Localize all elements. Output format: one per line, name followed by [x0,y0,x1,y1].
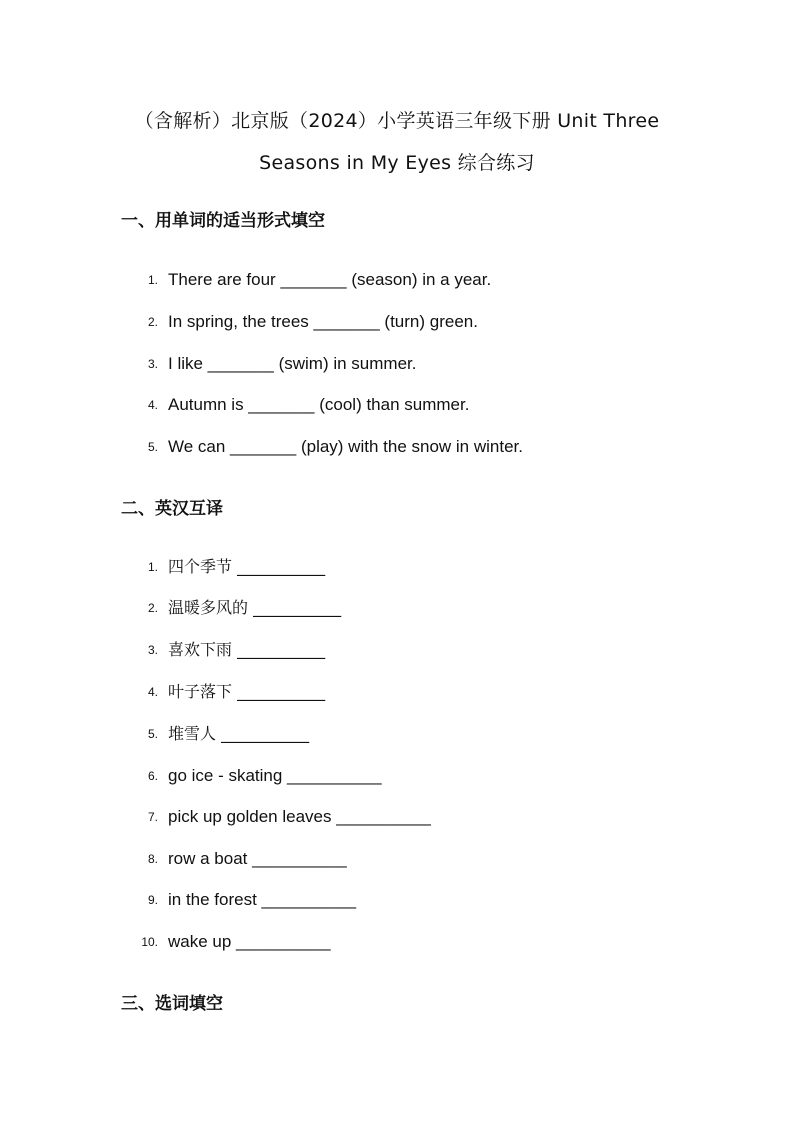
question-number: 5. [147,440,158,454]
question-text: Autumn is _______ (cool) than summer. [168,395,470,414]
question-text: pick up golden leaves __________ [168,807,431,826]
question-number: 10. [141,935,158,949]
question-number: 2. [147,601,158,615]
question-number: 4. [147,398,158,412]
question-number: 2. [147,315,158,329]
question-number: 1. [147,273,158,287]
question-number: 4. [147,685,158,699]
question-number: 1. [147,560,158,574]
section-heading-translation: 二、英汉互译 [121,499,223,519]
question-number: 3. [147,357,158,371]
question-text: 喜欢下雨 ___________ [168,640,326,659]
question-number: 8. [147,852,158,866]
question-text: 四个季节 ___________ [168,557,326,576]
question-number: 7. [147,810,158,824]
question-text: 叶子落下 ___________ [168,682,326,701]
question-number: 9. [147,893,158,907]
question-number: 5. [147,727,158,741]
question-text: In spring, the trees _______ (turn) green. [168,312,478,331]
question-text: I like _______ (swim) in summer. [168,354,417,373]
question-text: We can _______ (play) with the snow in winter. [168,437,523,456]
question-text: row a boat __________ [168,849,347,868]
question-number: 3. [147,643,158,657]
question-text: 堆雪人 ___________ [168,724,310,743]
question-text: There are four _______ (season) in a year. [168,270,492,289]
section-heading-fill-in-word-form: 一、用单词的适当形式填空 [121,211,325,231]
document-title-line-2: Seasons in My Eyes 综合练习 [259,152,535,174]
section-heading-choose-word-fill: 三、选词填空 [121,994,223,1014]
question-number: 6. [147,769,158,783]
question-text: in the forest __________ [168,890,357,909]
question-text: wake up __________ [168,932,331,951]
question-text: 温暖多风的 ___________ [168,598,342,617]
document-title-line-1: （含解析）北京版（2024）小学英语三年级下册 Unit Three [134,110,660,132]
question-text: go ice - skating __________ [168,766,382,785]
